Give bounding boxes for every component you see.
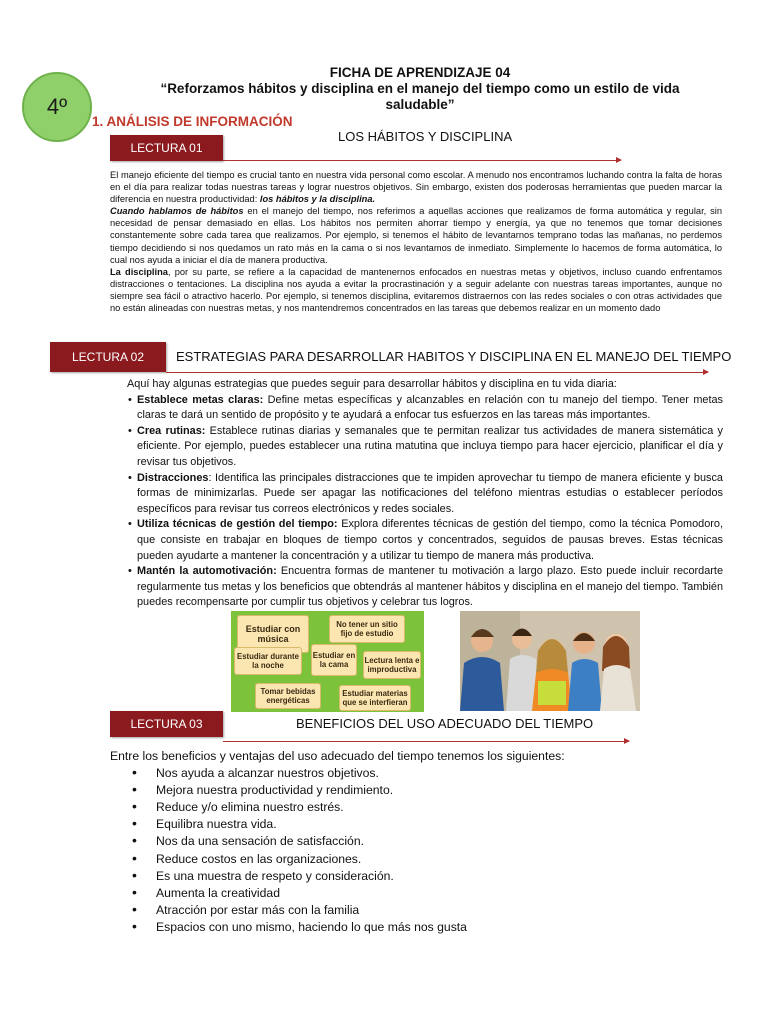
lectura-03-arrow — [223, 741, 629, 742]
benefit-item: • Aumenta la creatividad — [132, 885, 710, 902]
bad-habits-image — [231, 611, 424, 712]
students-photo — [460, 611, 640, 711]
benefit-item: • Mejora nuestra productividad y rendimiento. — [132, 782, 710, 799]
lectura-02-label — [50, 342, 166, 372]
lectura-03-label — [110, 711, 223, 737]
benefit-item: • Equilibra nuestra vida. — [132, 816, 710, 833]
p3-text: , por su parte, se refiere a la capacidad de mantenernos enfocados en nuestras metas y objetivos, incluso cuando enfrentamos distracciones o tentaciones. La disciplina nos ayuda a evitar la procrastinación y a seguir adelante con nuestras tareas importantes, aunque no siempre sea fácil o atractivo hacerlo. Por ejemplo, si tenemos disciplina, evitaremos distraernos con las redes sociales o con otras actividades que no están alineadas con nuestras metas, y nos mantendremos concentrados en las tareas que debemos realizar en un momento dado — [110, 266, 722, 314]
lectura-01-paragraph-3 — [110, 266, 722, 314]
strategy-item — [137, 471, 723, 518]
strategy-lead: Crea rutinas: — [137, 424, 206, 437]
p2-text: en el manejo del tiempo, nos referimos a aquellas acciones que realizamos de forma automática y regular, sin necesidad de pensar demasiado en ellas. Los hábitos nos permiten ahorrar tiempo y energía, ya que no tenemos que tomar decisiones constantemente sobre cada tarea que realizamos. Por ejemplo, si tenemos el hábito de levantarnos temprano todas las mañanas, no perdemos tiempo decidiendo si nos quedamos un rato más en la cama o si nos levantamos de inmediato. Simplemente lo hacemos de forma automática, lo cual nos ayuda a iniciar el día de manera productiva. — [110, 206, 723, 265]
lectura-01-label — [110, 135, 223, 161]
strategy-lead: Mantén la automotivación: — [137, 565, 277, 578]
p1-text: El manejo eficiente del tiempo es crucial tanto en nuestra vida personal como escolar. A menudo nos encontramos luchando contra la falta de horas en el día para realizar todas nuestras tareas y lograr nuestros objetivos. Sin embargo, existen dos poderosas herramientas que pueden marcar la diferencia en nuestra productividad: — [110, 170, 722, 205]
lectura-03-text — [110, 748, 710, 936]
grade-badge-text: 4º — [46, 94, 68, 119]
benefit-item: • Reduce costos en las organizaciones. — [132, 851, 710, 868]
lectura-01-arrow — [223, 160, 621, 161]
habit-card: Estudiar materias que se interfieran — [339, 685, 411, 711]
section-heading: 1. ANÁLISIS DE INFORMACIÓN — [92, 114, 293, 129]
lectura-01-paragraph-1 — [110, 169, 722, 205]
page-subtitle-line2: saludable” — [385, 97, 455, 112]
benefit-item: • Reduce y/o elimina nuestro estrés. — [132, 799, 710, 816]
lectura-03-label-text: LECTURA 03 — [130, 717, 203, 731]
lectura-02-arrow — [166, 372, 708, 373]
benefit-item: • Espacios con uno mismo, haciendo lo que más nos gusta — [132, 919, 710, 936]
strategy-item — [137, 424, 723, 471]
lectura-02-label-text: LECTURA 02 — [71, 350, 145, 364]
strategy-text: : Identifica las principales distracciones que te impiden aprovechar tu tiempo de manera eficiente y busca formas de minimizarlas. Puede ser apagar las notificaciones del teléfono mientras estudias o establecer períodos específicos para revisar tus correos electrónicos y redes sociales. — [137, 471, 723, 515]
strategies-list — [127, 393, 723, 611]
benefit-item: • Atracción por estar más con la familia — [132, 902, 710, 919]
benefit-item: • Es una muestra de respeto y consideración. — [132, 868, 710, 885]
habit-card: Tomar bebidas energéticas — [255, 683, 321, 709]
habit-card: Estudiar en la cama — [311, 644, 357, 676]
benefit-item: • Nos ayuda a alcanzar nuestros objetivos. — [132, 765, 710, 782]
lectura-02-heading: ESTRATEGIAS PARA DESARROLLAR HABITOS Y DISCIPLINA EN EL MANEJO DEL TIEMPO — [176, 349, 732, 364]
lectura-02-text — [127, 377, 723, 611]
strategy-text: Explora diferentes técnicas de gestión del tiempo, como la técnica Pomodoro, que consiste en trabajar en bloques de tiempo cortos y concentrados, seguidos de pausas breves. Estas técnicas pueden ayudarte a mantener la concentración y a utilizar tu tiempo de manera más productiva. — [137, 518, 724, 562]
strategy-lead: Establece metas claras: — [137, 393, 264, 406]
lectura-01-heading: LOS HÁBITOS Y DISCIPLINA — [338, 129, 513, 144]
lectura-03-heading: BENEFICIOS DEL USO ADECUADO DEL TIEMPO — [296, 716, 594, 731]
benefits-list — [132, 765, 710, 936]
p2-lead: Cuando hablamos de hábitos — [110, 206, 244, 217]
strategy-item — [137, 564, 723, 611]
strategy-item — [137, 517, 723, 564]
habit-card: No tener un sitio fijo de estudio — [329, 615, 405, 643]
page-title: FICHA DE APRENDIZAJE 04 — [329, 65, 511, 80]
habit-card: Estudiar con música — [237, 615, 309, 653]
habit-card: Lectura lenta e improductiva — [363, 651, 421, 679]
strategy-text: Establece rutinas diarias y semanales que te permitan realizar tus actividades de manera sistemática y eficiente. Por ejemplo, puedes establecer una rutina matutina que incluya tiempo para hacer ejercicio, planificar el día y revisar tus objetivos. — [137, 424, 723, 468]
grade-badge — [22, 72, 92, 142]
lectura-01-paragraph-2 — [110, 205, 722, 265]
strategy-lead: Distracciones — [137, 471, 209, 484]
lectura-03-intro: Entre los beneficios y ventajas del uso adecuado del tiempo tenemos los siguientes: — [110, 749, 565, 763]
benefit-item: • Nos da una sensación de satisfacción. — [132, 833, 710, 850]
p3-lead: La disciplina — [110, 266, 168, 277]
students-photo-illustration — [460, 611, 640, 711]
strategy-lead: Utiliza técnicas de gestión del tiempo: — [137, 518, 338, 531]
p1-emphasis: los hábitos y la disciplina. — [259, 194, 376, 205]
strategy-item — [137, 393, 723, 424]
lectura-01-label-text: LECTURA 01 — [130, 141, 203, 155]
page-subtitle-line1: “Reforzamos hábitos y disciplina en el manejo del tiempo como un estilo de vida — [160, 81, 680, 96]
strategy-text: Define metas específicas y alcanzables en relación con tu manejo del tiempo. Tener metas claras te dará un sentido de propósito y te ayudará a enfocar tus esfuerzos en las tareas más importantes. — [137, 393, 723, 422]
lectura-02-intro: Aquí hay algunas estrategias que puedes seguir para desarrollar hábitos y disciplina en tu vida diaria: — [127, 378, 617, 390]
habit-card: Estudiar durante la noche — [234, 647, 302, 675]
strategy-text: Encuentra formas de mantener tu motivación a largo plazo. Esto puede incluir recordarte regularmente tus metas y los beneficios que obtendrás al mantener hábitos y disciplina en el manejo del tiempo. También puedes recompensarte por cumplir tus objetivos y celebrar tus logros. — [137, 565, 724, 609]
lectura-01-text — [110, 169, 722, 314]
